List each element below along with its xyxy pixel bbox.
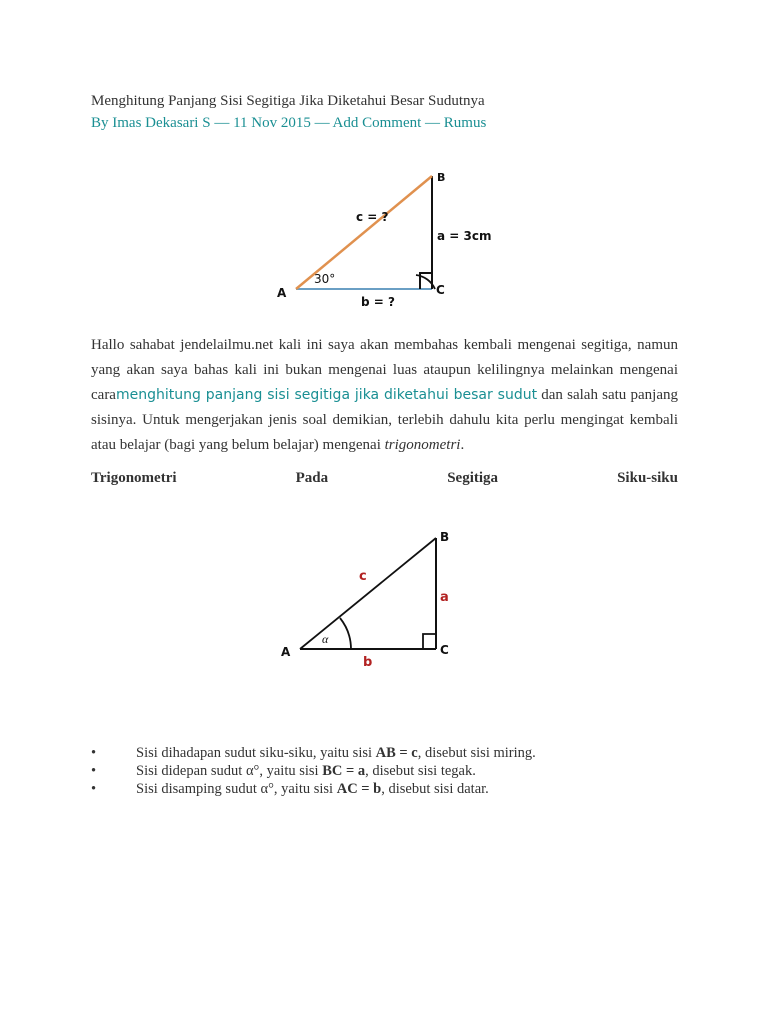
right-angle-mark	[423, 634, 436, 649]
list-item	[91, 762, 691, 780]
category-link[interactable]: Rumus	[443, 115, 487, 131]
item-bold: AB = c	[375, 745, 418, 761]
list-item	[91, 780, 691, 798]
triangle-figure-alpha	[281, 526, 467, 676]
section-heading	[91, 470, 678, 487]
vertex-a-label: A	[277, 286, 287, 300]
byline-sep: —	[421, 115, 444, 131]
paragraph-text: Hallo sahabat jendelailmu.net kali ini saya akan membahas kembali mengenai segitiga, namun yang akan saya bahas kali ini bukan mengenai luas ataupun kelilingnya melainkan mengenai cara	[91, 337, 678, 403]
author-link[interactable]: Imas Dekasari S	[112, 115, 211, 131]
item-text: , disebut sisi datar.	[381, 781, 489, 797]
angle-arc	[340, 618, 351, 649]
bullet-icon: •	[91, 763, 97, 779]
trigonometri-term: trigonometri	[384, 437, 461, 453]
add-comment-link[interactable]: Add Comment	[332, 115, 422, 131]
byline-sep: —	[210, 115, 234, 131]
article-title: Menghitung Panjang Sisi Segitiga Jika Diketahui Besar Sudutnya	[91, 93, 485, 109]
item-text: , disebut sisi tegak.	[365, 763, 476, 779]
date-link[interactable]: 11 Nov 2015	[233, 115, 311, 131]
heading-word: Trigonometri	[91, 470, 177, 486]
paragraph-text: dan salah satu panjang sisinya. Untuk mengerjakan jenis soal demikian, terlebih dahulu kita perlu mengingat kembali atau belajar (bagi yang belum belajar) mengenai	[91, 387, 678, 453]
triangle-figure-30deg	[279, 165, 509, 315]
heading-word: Segitiga	[447, 470, 499, 486]
side-c-label: c = ?	[356, 210, 389, 224]
vertex-c-label: C	[440, 643, 449, 657]
bullet-icon: •	[91, 781, 97, 797]
vertex-c-label: C	[436, 283, 445, 297]
byline-sep: —	[310, 115, 333, 131]
heading-word: Pada	[295, 470, 329, 486]
item-text: Sisi didepan sudut α°, yaitu sisi	[136, 763, 323, 779]
side-c-line	[300, 538, 436, 649]
angle-label: α	[322, 632, 329, 646]
item-text: , disebut sisi miring.	[417, 745, 536, 761]
angle-label: 30°	[314, 272, 336, 286]
item-bold: AC = b	[336, 781, 382, 797]
bullet-icon: •	[91, 745, 97, 761]
side-a-label: a	[440, 590, 449, 605]
paragraph-text: .	[460, 437, 465, 453]
side-a-label: a = 3cm	[437, 229, 492, 243]
vertex-a-label: A	[281, 645, 291, 659]
vertex-b-label: B	[437, 171, 446, 184]
heading-word: Siku-siku	[617, 470, 678, 486]
side-b-label: b	[363, 655, 373, 670]
intro-paragraph	[91, 333, 678, 458]
article-link[interactable]: menghitung panjang sisi segitiga jika diketahui besar sudut	[115, 387, 538, 403]
side-c-label: c	[359, 569, 367, 584]
list-item	[91, 744, 691, 762]
byline-prefix: By	[91, 115, 113, 131]
item-text: Sisi dihadapan sudut siku-siku, yaitu sisi	[136, 745, 376, 761]
item-text: Sisi disamping sudut α°, yaitu sisi	[136, 781, 337, 797]
side-b-label: b = ?	[361, 295, 395, 309]
byline	[91, 115, 486, 132]
vertex-b-label: B	[440, 530, 450, 544]
item-bold: BC = a	[322, 763, 366, 779]
definition-list	[91, 744, 691, 798]
